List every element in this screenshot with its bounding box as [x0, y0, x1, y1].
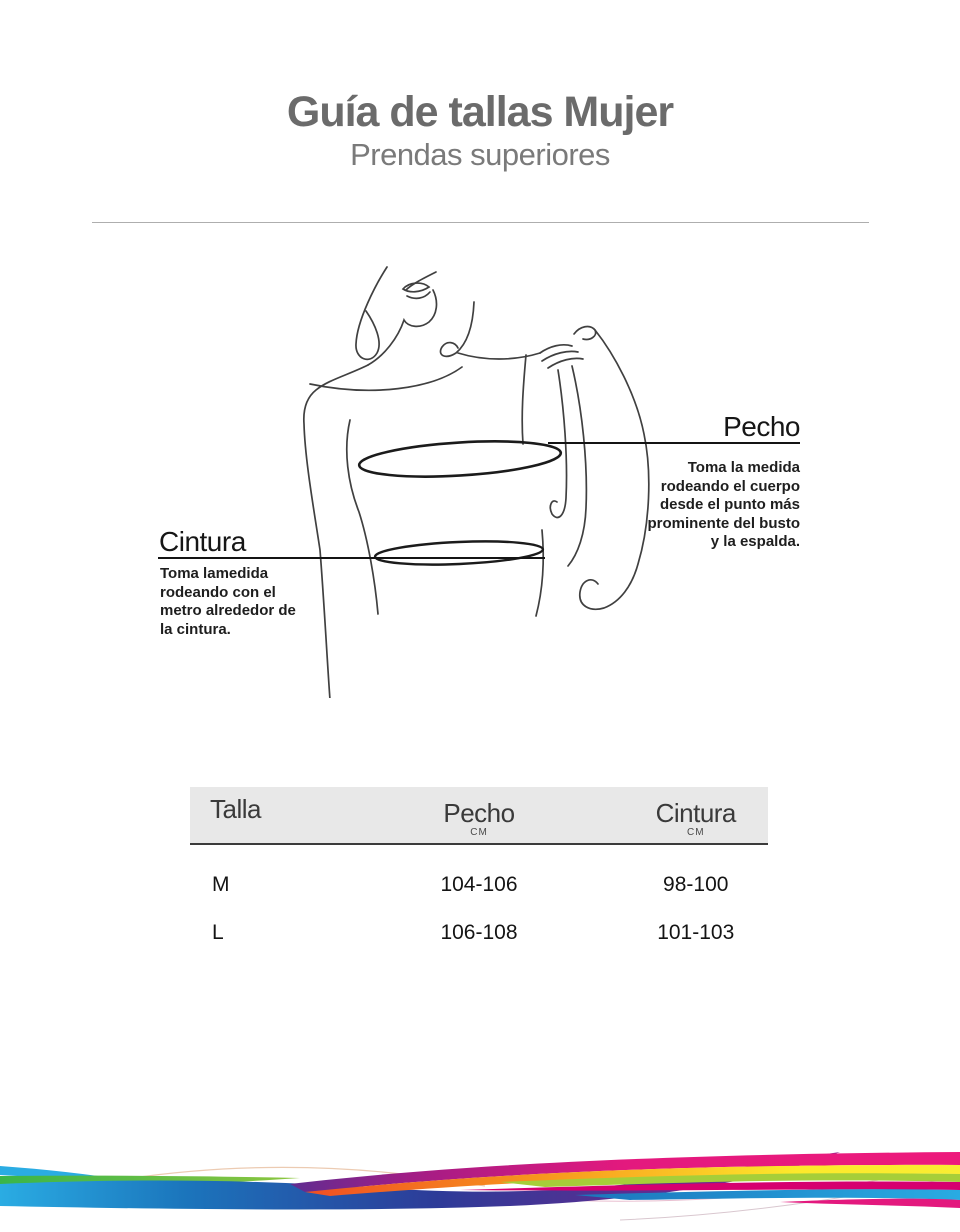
- cintura-description: Toma lamedida rodeando con el metro alrededor de la cintura.: [160, 565, 296, 638]
- pecho-value: 104-106: [440, 873, 518, 896]
- column-header-cintura-unit: CM: [686, 827, 705, 838]
- table-row: [190, 861, 768, 909]
- size-table: [190, 787, 768, 957]
- column-header-pecho-label: Pecho: [443, 797, 515, 828]
- pecho-label: Pecho: [723, 411, 800, 442]
- header-divider: [92, 222, 869, 223]
- column-header-cintura: [624, 787, 769, 843]
- column-header-talla: [190, 787, 335, 843]
- size-value: L: [212, 921, 224, 944]
- table-row: [190, 909, 768, 957]
- cintura-value: 98-100: [663, 873, 729, 896]
- column-header-talla-label: Talla: [210, 794, 261, 825]
- woman-line-art-figure: [290, 258, 662, 698]
- size-value: M: [212, 873, 230, 896]
- column-header-pecho: [335, 787, 624, 843]
- pecho-description: Toma la medida rodeando el cuerpo desde el punto más prominente del busto y la espalda.: [647, 459, 800, 551]
- column-header-pecho-unit: CM: [470, 827, 488, 838]
- size-table-header: [190, 787, 768, 845]
- bust-measure-band: [358, 436, 562, 481]
- pecho-pointer-line: [548, 442, 800, 444]
- cintura-pointer-line: [158, 557, 545, 559]
- rainbow-wave-decoration: [0, 1132, 960, 1232]
- pecho-value: 106-108: [440, 921, 518, 944]
- page-subtitle: Prendas superiores: [350, 137, 610, 172]
- page-title: Guía de tallas Mujer: [286, 88, 674, 136]
- cintura-value: 101-103: [657, 921, 735, 944]
- cintura-label: Cintura: [159, 526, 246, 557]
- column-header-cintura-label: Cintura: [655, 797, 736, 828]
